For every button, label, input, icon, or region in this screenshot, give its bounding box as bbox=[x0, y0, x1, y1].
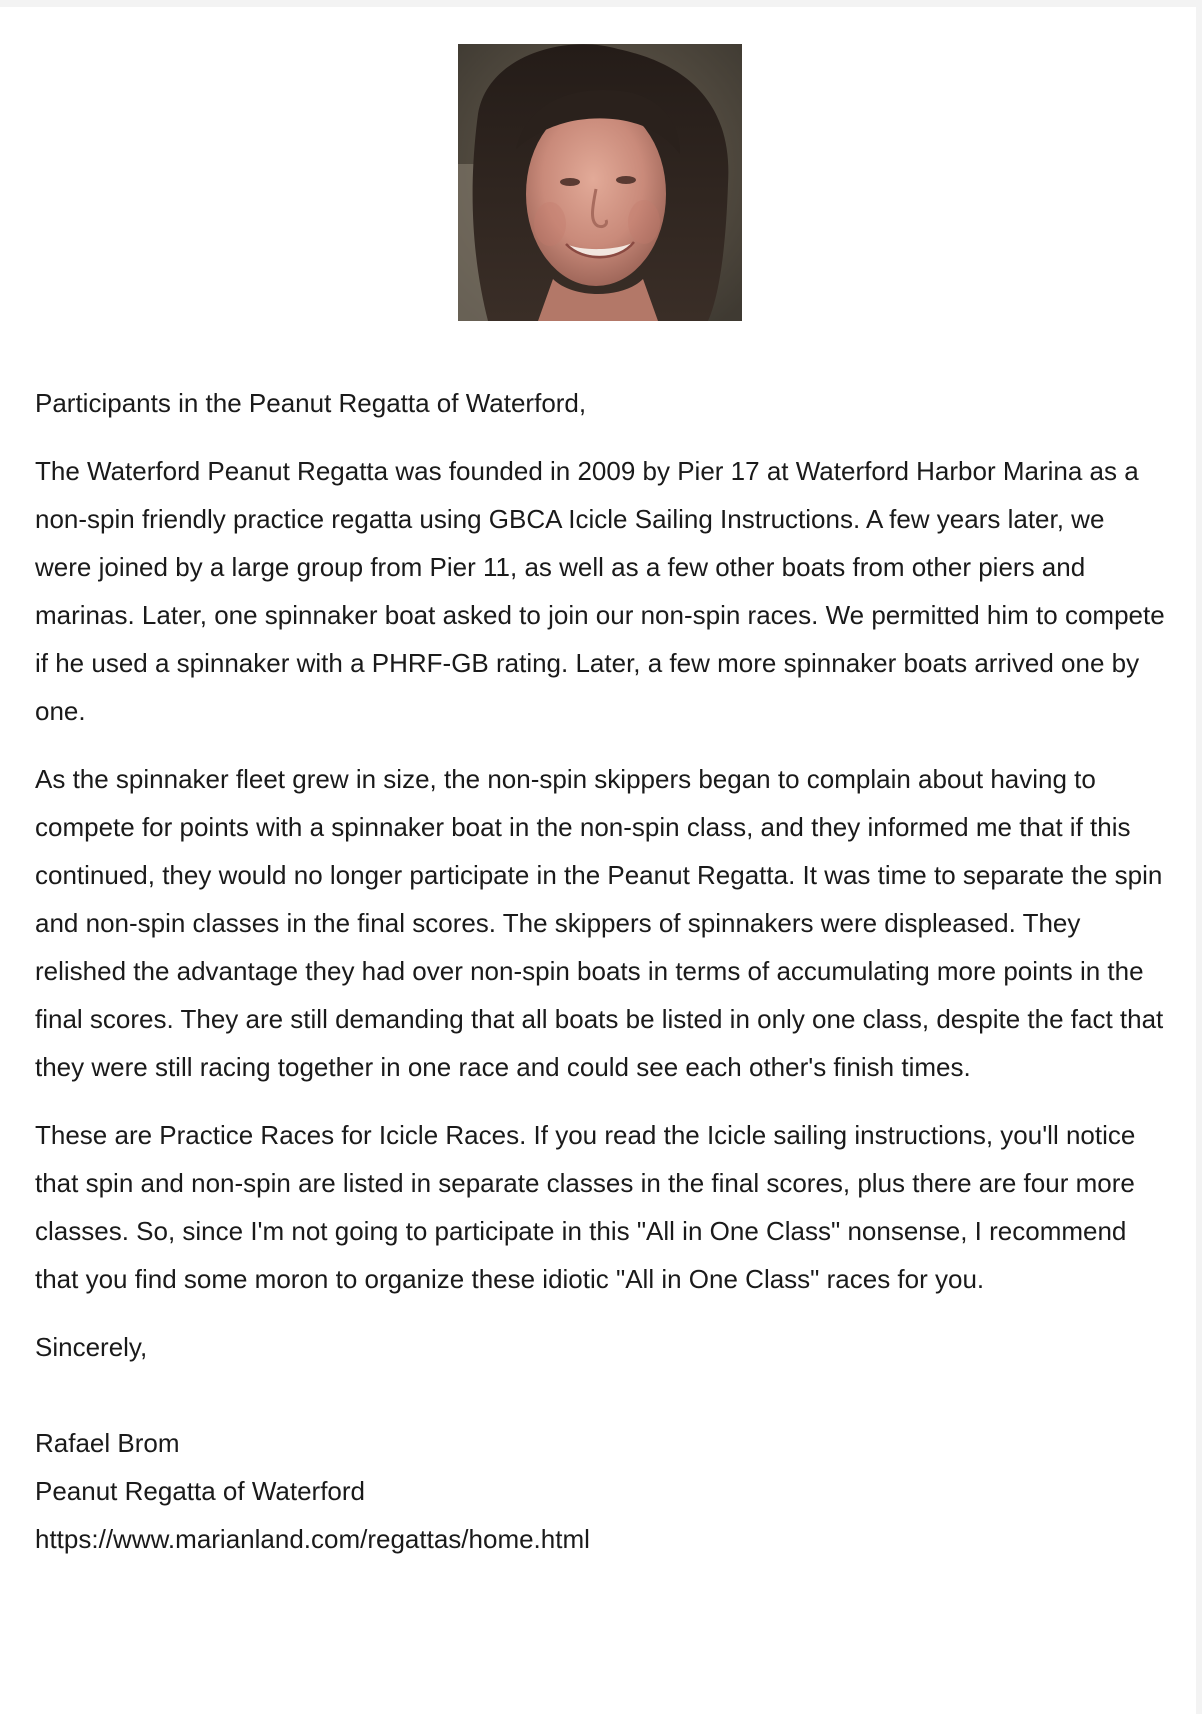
letter-body bbox=[35, 379, 1165, 1563]
signature-organization: Peanut Regatta of Waterford bbox=[35, 1476, 366, 1506]
author-portrait-photo bbox=[458, 44, 742, 321]
signoff-block bbox=[35, 1323, 1165, 1563]
signature-website-link[interactable]: https://www.marianland.com/regattas/home.html bbox=[35, 1524, 590, 1554]
signature-gap bbox=[35, 1371, 1165, 1419]
salutation: Participants in the Peanut Regatta of Waterford, bbox=[35, 388, 587, 418]
closing: Sincerely, bbox=[35, 1332, 148, 1362]
paragraph-history: The Waterford Peanut Regatta was founded in 2009 by Pier 17 at Waterford Harbor Marina as a non-spin friendly practice regatta using GBCA Icicle Sailing Instructions. A few years later, we were joined by a large group from Pier 11, as well as a few other boats from other piers and marinas. Later, one spinnaker boat asked to join our non-spin races. We permitted him to compete if he used a spinnaker with a PHRF-GB rating. Later, a few more spinnaker boats arrived one by one. bbox=[35, 456, 1165, 726]
portrait-wrapper bbox=[35, 0, 1165, 321]
right-border bbox=[1196, 0, 1202, 1714]
paragraph-spinnaker-fleet: As the spinnaker fleet grew in size, the non-spin skippers began to complain about having to compete for points with a spinnaker boat in the non-spin class, and they informed me that if this continued, they would no longer participate in the Peanut Regatta. It was time to separate the spin and non-spin classes in the final scores. The skippers of spinnakers were displeased. They relished the advantage they had over non-spin boats in terms of accumulating more points in the final scores. They are still demanding that all boats be listed in only one class, despite the fact that they were still racing together in one race and could see each other's finish times. bbox=[35, 764, 1164, 1082]
signature-name: Rafael Brom bbox=[35, 1428, 180, 1458]
paragraph-practice-races: These are Practice Races for Icicle Races. If you read the Icicle sailing instructions, you'll notice that spin and non-spin are listed in separate classes in the final scores, plus there are four more classes. So, since I'm not going to participate in this "All in One Class" nonsense, I recommend that you find some moron to organize these idiotic "All in One Class" races for you. bbox=[35, 1120, 1136, 1294]
letter-container bbox=[35, 0, 1165, 1563]
